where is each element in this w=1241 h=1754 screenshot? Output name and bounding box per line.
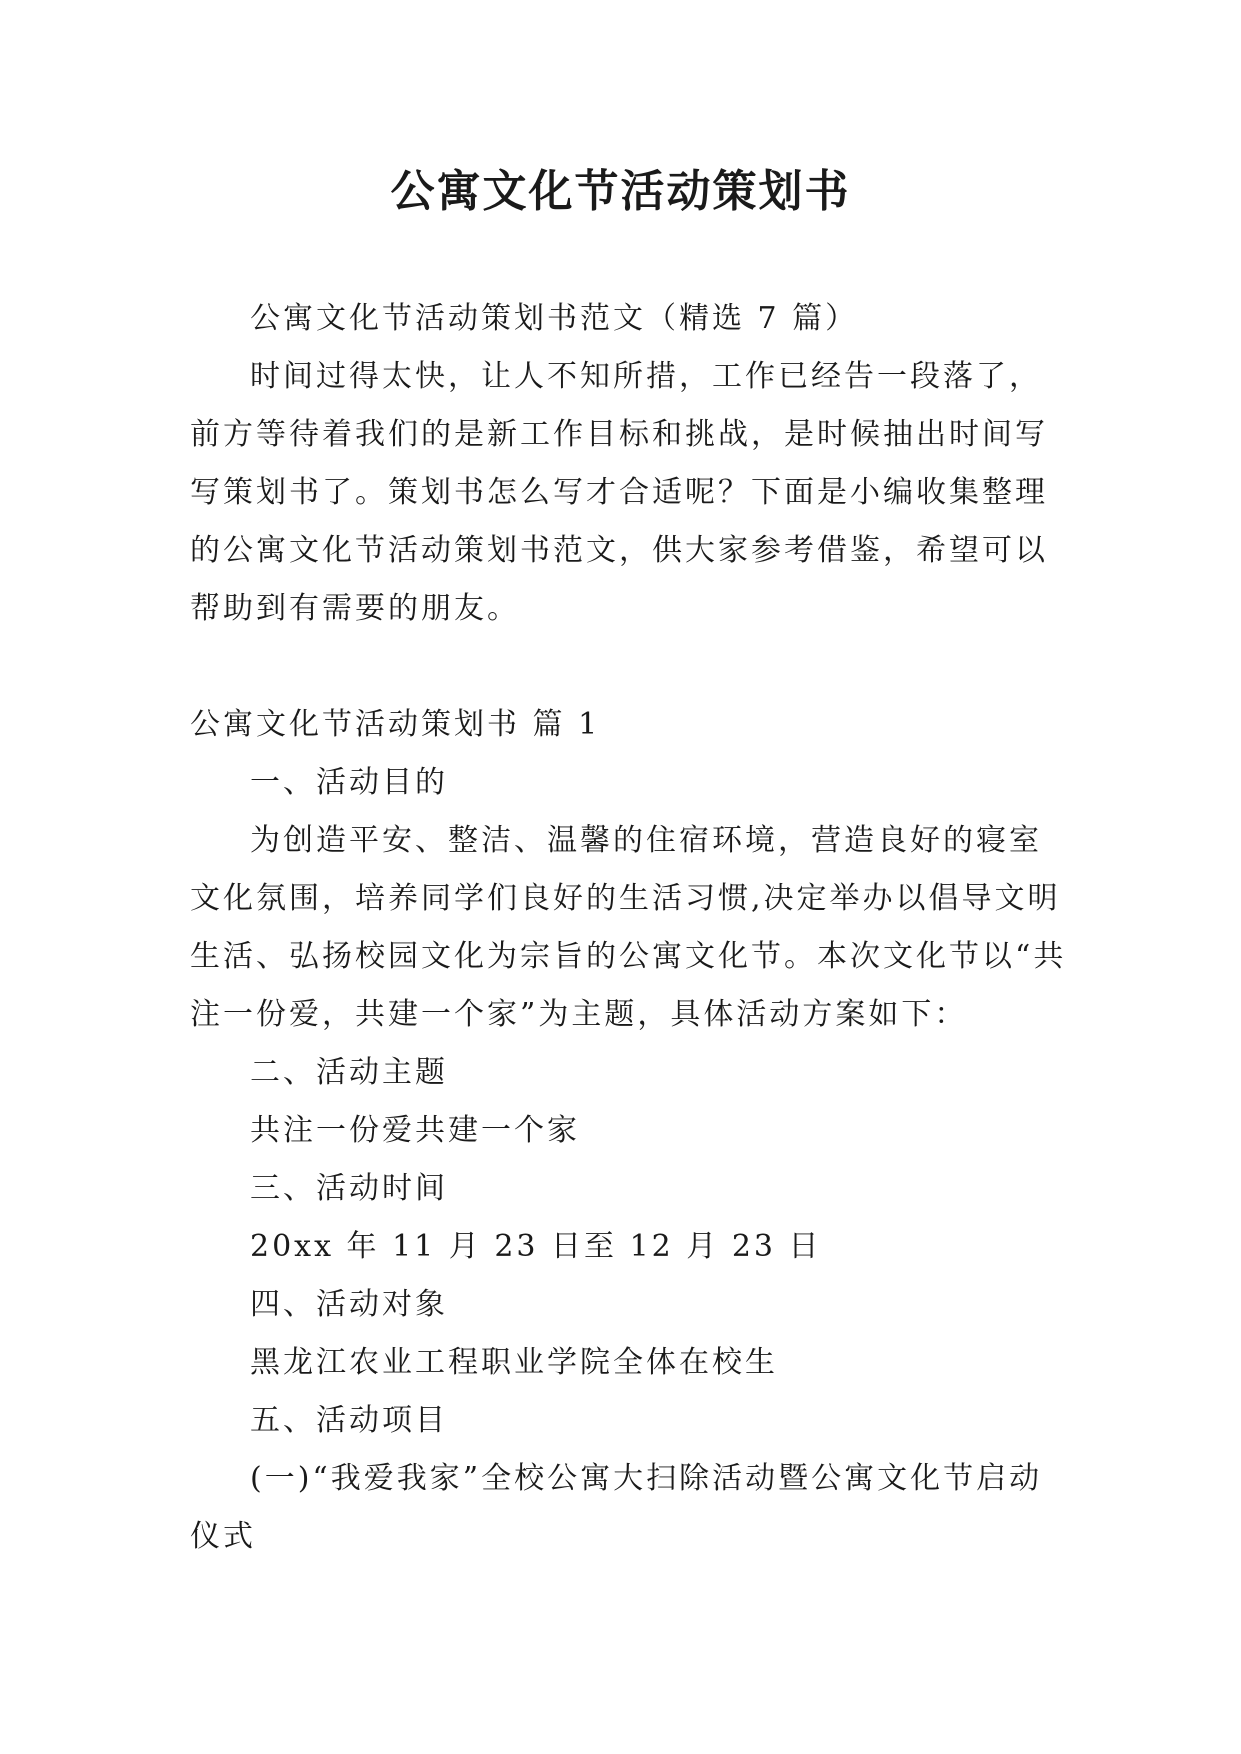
paragraph-gap xyxy=(190,638,1070,696)
section-item-purpose-heading: 一、活动目的 xyxy=(250,765,448,800)
section-item-audience-heading: 四、活动对象 xyxy=(250,1287,448,1322)
section-item-theme-heading: 二、活动主题 xyxy=(250,1055,448,1090)
document-title: 公寓文化节活动策划书 xyxy=(390,166,851,217)
document-body xyxy=(190,290,1070,1566)
section-item-time-heading: 三、活动时间 xyxy=(250,1171,448,1206)
intro-paragraph: 时间过得太快，让人不知所措，工作已经告一段落了，前方等待着我们的是新工作目标和挑战，是时候抽出时间写写策划书了。策划书怎么写才合适呢？下面是小编收集整理的公寓文化节活动策划书范文，供大家参考借鉴，希望可以帮助到有需要的朋友。 xyxy=(190,359,1048,626)
section-item-projects-text: (一)“我爱我家”全校公寓大扫除活动暨公寓文化节启动仪式 xyxy=(190,1461,1043,1554)
section-heading: 公寓文化节活动策划书 篇 1 xyxy=(190,707,601,742)
section-item-theme-text: 共注一份爱共建一个家 xyxy=(250,1113,580,1148)
section-item-projects-heading: 五、活动项目 xyxy=(250,1403,448,1438)
section-item-audience-text: 黑龙江农业工程职业学院全体在校生 xyxy=(250,1345,778,1380)
section-item-time-text: 20xx 年 11 月 23 日至 12 月 23 日 xyxy=(250,1229,822,1264)
section-item-purpose-text: 为创造平安、整洁、温馨的住宿环境，营造良好的寝室文化氛围，培养同学们良好的生活习惯,决定举办以倡导文明生活、弘扬校园文化为宗旨的公寓文化节。本次文化节以“共注一份爱，共建一个家”为主题，具体活动方案如下： xyxy=(190,823,1067,1032)
intro-subtitle: 公寓文化节活动策划书范文（精选 7 篇） xyxy=(250,301,859,336)
